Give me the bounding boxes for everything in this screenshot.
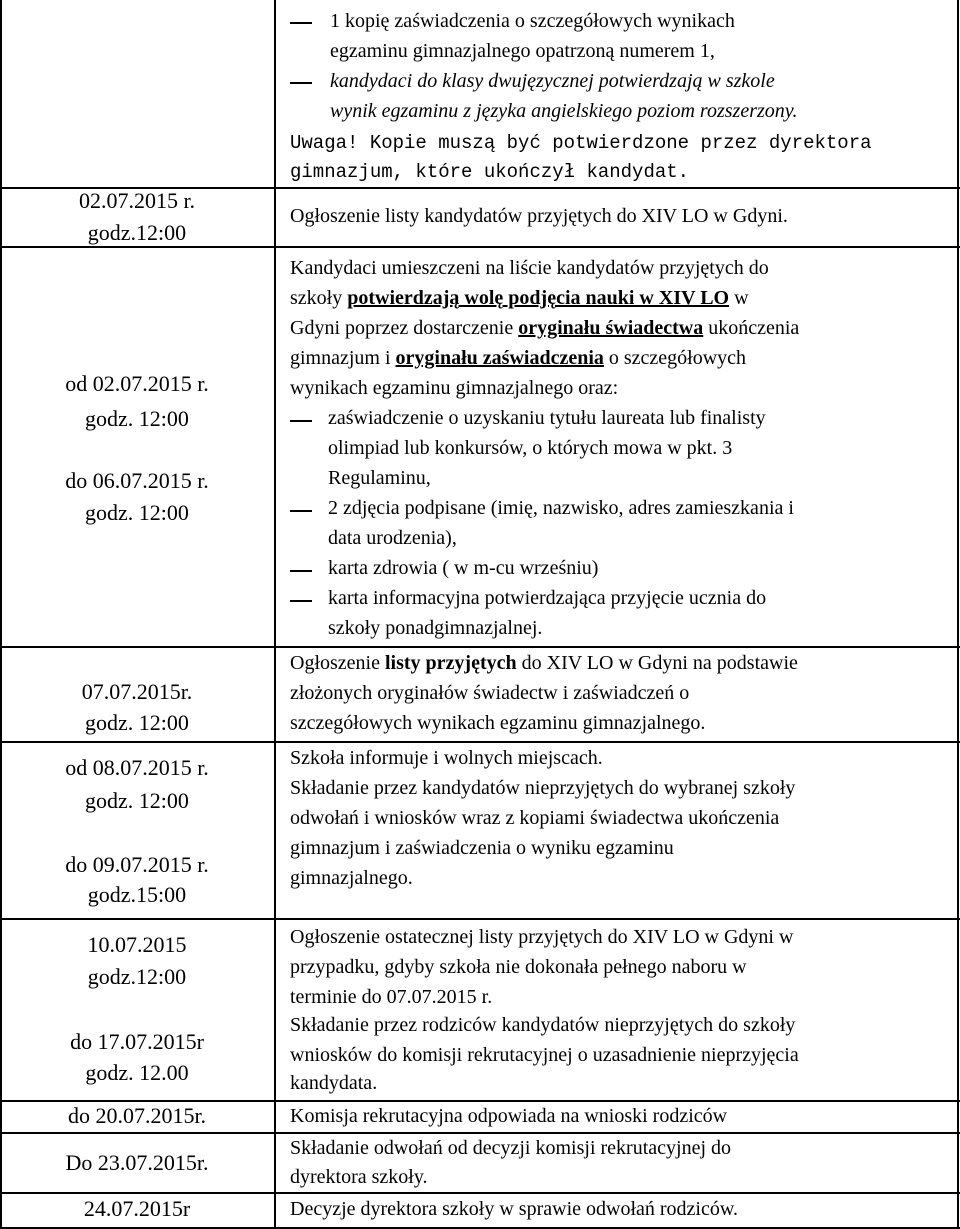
paragraph-line: odwołań i wniosków wraz z kopiami świadectwa ukończenia [290, 807, 780, 829]
list-item-text-italic: kandydaci do klasy dwujęzycznej potwierdzają w szkole [330, 70, 775, 92]
paragraph-line: gimnazjum i oryginału zaświadczenia o szczegółowych [290, 347, 747, 369]
paragraph-line: Składanie odwołań od decyzji komisji rekrutacyjnej do [290, 1137, 731, 1159]
table-border-right [957, 0, 959, 1229]
paragraph-line: terminie do 07.07.2015 r. [290, 986, 493, 1008]
list-dash [290, 510, 312, 512]
warning-note: gimnazjum, które ukończył kandydat. [290, 161, 690, 183]
list-dash [290, 82, 312, 84]
paragraph-line: Gdyni poprzez dostarczenie oryginału świadectwa ukończenia [290, 317, 800, 339]
date-cell: od 08.07.2015 r. [65, 755, 209, 780]
row-divider [0, 918, 960, 920]
list-dash [290, 22, 312, 24]
paragraph-line: szczegółowych wynikach egzaminu gimnazjalnego. [290, 712, 706, 734]
paragraph-line: Ogłoszenie listy przyjętych do XIV LO w Gdyni na podstawie [290, 652, 798, 674]
list-item-text: Regulaminu, [328, 467, 431, 489]
paragraph-line: gimnazjum i zaświadczenia o wyniku egzaminu [290, 837, 674, 859]
paragraph-line: Składanie przez rodziców kandydatów nieprzyjętych do szkoły [290, 1014, 796, 1036]
paragraph-line: wniosków do komisji rekrutacyjnej o uzasadnienie nieprzyjęcia [290, 1044, 799, 1066]
date-cell: do 17.07.2015r [70, 1029, 204, 1054]
emphasis-text: listy przyjętych [384, 652, 517, 674]
paragraph-line: Szkoła informuje i wolnych miejscach. [290, 747, 603, 769]
table-column-divider [274, 0, 276, 1229]
list-item-text: 1 kopię zaświadczenia o szczegółowych wynikach [330, 10, 735, 32]
list-item-text: karta informacyjna potwierdzająca przyjęcie ucznia do [328, 587, 767, 609]
list-item-text: egzaminu gimnazjalnego opatrzoną numerem 1, [330, 40, 715, 62]
emphasis-text: oryginału zaświadczenia [395, 347, 604, 369]
event-description: Komisja rekrutacyjna odpowiada na wnioski rodziców [290, 1105, 728, 1127]
date-cell: do 20.07.2015r. [67, 1103, 207, 1128]
date-cell: godz. 12:00 [85, 788, 189, 813]
paragraph-line: kandydata. [290, 1072, 378, 1094]
date-cell: godz. 12:00 [85, 500, 189, 525]
date-cell: godz.15:00 [87, 882, 187, 907]
paragraph-line: Ogłoszenie ostatecznej listy przyjętych do XIV LO w Gdyni w [290, 926, 794, 948]
date-cell: godz. 12.00 [85, 1060, 189, 1085]
date-cell: Do 23.07.2015r. [65, 1150, 209, 1175]
emphasis-text: oryginału świadectwa [518, 317, 704, 339]
date-cell: godz.12:00 [87, 964, 187, 989]
list-item-text: data urodzenia), [328, 527, 457, 549]
paragraph-line: dyrektora szkoły. [290, 1166, 428, 1188]
event-description: Decyzje dyrektora szkoły w sprawie odwołań rodziców. [290, 1198, 738, 1220]
date-cell: od 02.07.2015 r. [65, 371, 209, 396]
date-cell: 10.07.2015 [87, 932, 187, 957]
list-item-text: zaświadczenie o uzyskaniu tytułu laureata lub finalisty [328, 407, 766, 429]
list-dash [290, 420, 312, 422]
date-cell: do 09.07.2015 r. [65, 852, 209, 877]
list-item-text: szkoły ponadgimnazjalnej. [328, 617, 543, 639]
date-cell: 07.07.2015r. [81, 679, 193, 704]
date-cell: godz. 12:00 [85, 710, 189, 735]
emphasis-text: potwierdzają wolę podjęcia nauki w XIV LO [347, 287, 730, 309]
date-cell: do 06.07.2015 r. [65, 468, 209, 493]
date-cell: godz.12:00 [87, 220, 187, 245]
list-item-text: 2 zdjęcia podpisane (imię, nazwisko, adres zamieszkania i [328, 497, 794, 519]
list-item-text: olimpiad lub konkursów, o których mowa w pkt. 3 [328, 437, 733, 459]
date-cell: godz. 12:00 [85, 406, 189, 431]
list-dash [290, 600, 312, 602]
paragraph-line: wynikach egzaminu gimnazjalnego oraz: [290, 377, 619, 399]
paragraph-line: przypadku, gdyby szkoła nie dokonała pełnego naboru w [290, 956, 747, 978]
event-description: Ogłoszenie listy kandydatów przyjętych do XIV LO w Gdyni. [290, 205, 788, 227]
paragraph-line: Kandydaci umieszczeni na liście kandydatów przyjętych do [290, 257, 769, 279]
paragraph-line: złożonych oryginałów świadectw i zaświadczeń o [290, 682, 690, 704]
paragraph-line: gimnazjalnego. [290, 867, 413, 889]
list-dash [290, 570, 312, 572]
date-cell: 02.07.2015 r. [78, 188, 196, 213]
paragraph-line: szkoły potwierdzają wolę podjęcia nauki w XIV LO w [290, 287, 749, 309]
paragraph-line: Składanie przez kandydatów nieprzyjętych do wybranej szkoły [290, 777, 796, 799]
list-item-text-italic: wynik egzaminu z języka angielskiego poziom rozszerzony. [330, 100, 798, 122]
list-item-text: karta zdrowia ( w m-cu wrześniu) [328, 557, 599, 579]
date-cell: 24.07.2015r [83, 1196, 191, 1221]
warning-note: Uwaga! Kopie muszą być potwierdzone przez dyrektora [290, 132, 872, 154]
